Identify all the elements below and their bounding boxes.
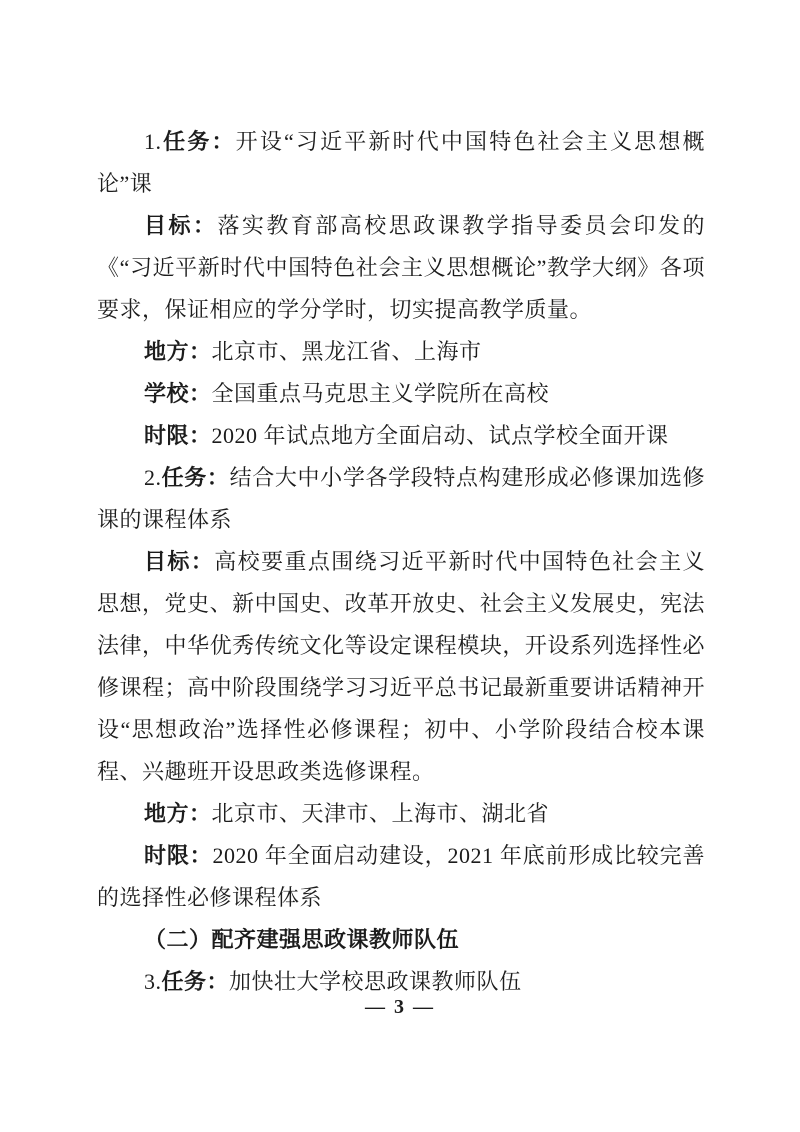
region-1 (97, 331, 705, 373)
page-number: — 3 — (365, 996, 435, 1018)
field-label: 地方： (144, 801, 212, 826)
task-1 (97, 121, 705, 205)
goal-2 (97, 541, 705, 793)
body-text: 3. (144, 969, 162, 994)
body-text: 北京市、黑龙江省、上海市 (211, 339, 482, 364)
body-text: 结合大中小学各学段特点构建形成必修课加选修课的课程体系 (97, 465, 705, 532)
body-text: 2020 年全面启动建设，2021 年底前形成比较完善的选择性必修课程体系 (97, 843, 705, 910)
schools-1 (97, 373, 705, 415)
field-label: 目标： (144, 213, 218, 238)
body-text: 加快壮大学校思政课教师队伍 (229, 969, 522, 994)
field-label: 目标： (144, 549, 215, 574)
body-text: 开设“习近平新时代中国特色社会主义思想概论”课 (97, 129, 705, 196)
document-body (97, 121, 705, 1003)
deadline-1 (97, 415, 705, 457)
goal-1 (97, 205, 705, 331)
section-heading-2 (97, 919, 705, 961)
field-label: 时限： (144, 843, 213, 868)
body-text: 落实教育部高校思政课教学指导委员会印发的《“习近平新时代中国特色社会主义思想概论”教学大纲》各项要求，保证相应的学分学时，切实提高教学质量。 (97, 213, 705, 322)
field-label: 时限： (144, 423, 212, 448)
deadline-2 (97, 835, 705, 919)
field-label: 任务： (161, 129, 236, 154)
field-label: 学校： (144, 381, 212, 406)
body-text: 全国重点马克思主义学院所在高校 (211, 381, 550, 406)
field-label: 任务： (161, 465, 230, 490)
task-2 (97, 457, 705, 541)
region-2 (97, 793, 705, 835)
field-label: （二）配齐建强思政课教师队伍 (144, 927, 460, 952)
body-text: 1. (144, 129, 162, 154)
body-text: 2020 年试点地方全面启动、试点学校全面开课 (211, 423, 669, 448)
body-text: 北京市、天津市、上海市、湖北省 (211, 801, 550, 826)
body-text: 高校要重点围绕习近平新时代中国特色社会主义思想，党史、新中国史、改革开放史、社会主义发展史，宪法法律，中华优秀传统文化等设定课程模块，开设系列选择性必修课程；高中阶段围绕学习习近平总书记最新重要讲话精神开设“思想政治”选择性必修课程；初中、小学阶段结合校本课程、兴趣班开设思政类选修课程。 (97, 549, 705, 784)
field-label: 地方： (144, 339, 212, 364)
body-text: 2. (144, 465, 162, 490)
field-label: 任务： (161, 969, 230, 994)
